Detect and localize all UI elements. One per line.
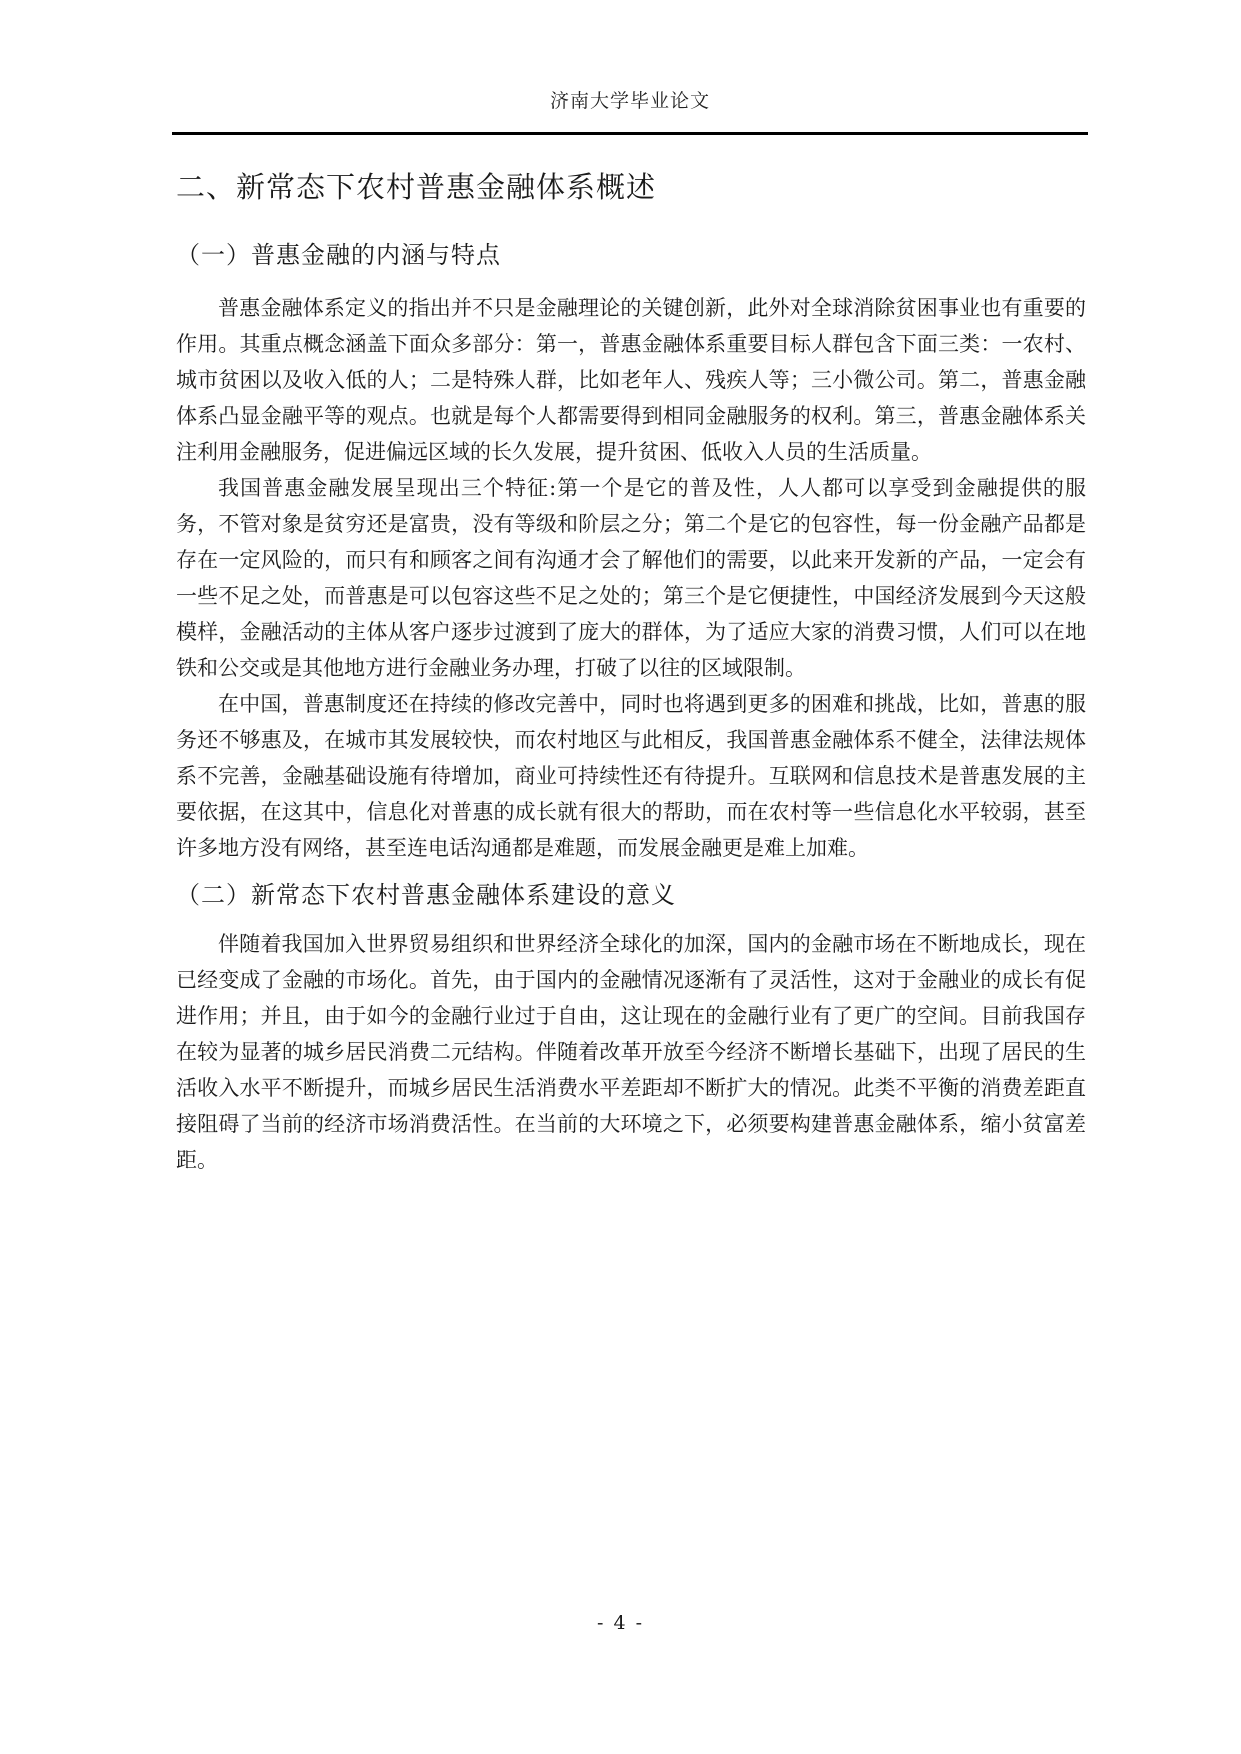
- paragraph: 我国普惠金融发展呈现出三个特征:第一个是它的普及性，人人都可以享受到金融提供的服务，不管对象是贫穷还是富贵，没有等级和阶层之分；第二个是它的包容性，每一份金融产品都是存在一定风险的，而只有和顾客之间有沟通才会了解他们的需要，以此来开发新的产品，一定会有一些不足之处，而普惠是可以包容这些不足之处的；第三个是它便捷性，中国经济发展到今天这般模样，金融活动的主体从客户逐步过渡到了庞大的群体，为了适应大家的消费习惯，人们可以在地铁和公交或是其他地方进行金融业务办理，打破了以往的区域限制。: [176, 476, 1086, 680]
- section-1-body: [176, 290, 1086, 866]
- chapter-title: 二、新常态下农村普惠金融体系概述: [176, 170, 657, 204]
- page-number: - 4 -: [596, 1612, 644, 1634]
- running-header: 济南大学毕业论文: [549, 90, 710, 112]
- section-title-2: （二）新常态下农村普惠金融体系建设的意义: [176, 881, 676, 909]
- section-2-body: [176, 926, 1086, 1178]
- section-title-1: （一）普惠金融的内涵与特点: [176, 241, 501, 269]
- page-body: [176, 156, 1086, 1178]
- paragraph: 在中国，普惠制度还在持续的修改完善中，同时也将遇到更多的困难和挑战，比如，普惠的服务还不够惠及，在城市其发展较快，而农村地区与此相反，我国普惠金融体系不健全，法律法规体系不完善，金融基础设施有待增加，商业可持续性还有待提升。互联网和信息技术是普惠发展的主要依据，在这其中，信息化对普惠的成长就有很大的帮助，而在农村等一些信息化水平较弱，甚至许多地方没有网络，甚至连电话沟通都是难题，而发展金融更是难上加难。: [176, 692, 1086, 860]
- paragraph: 伴随着我国加入世界贸易组织和世界经济全球化的加深，国内的金融市场在不断地成长，现在已经变成了金融的市场化。首先，由于国内的金融情况逐渐有了灵活性，这对于金融业的成长有促进作用；并且，由于如今的金融行业过于自由，这让现在的金融行业有了更广的空间。目前我国存在较为显著的城乡居民消费二元结构。伴随着改革开放至今经济不断增长基础下，出现了居民的生活收入水平不断提升，而城乡居民生活消费水平差距却不断扩大的情况。此类不平衡的消费差距直接阻碍了当前的经济市场消费活性。在当前的大环境之下，必须要构建普惠金融体系，缩小贫富差距。: [176, 932, 1086, 1172]
- paragraph: 普惠金融体系定义的指出并不只是金融理论的关键创新，此外对全球消除贫困事业也有重要的作用。其重点概念涵盖下面众多部分：第一，普惠金融体系重要目标人群包含下面三类：一农村、城市贫困以及收入低的人；二是特殊人群，比如老年人、残疾人等；三小微公司。第二，普惠金融体系凸显金融平等的观点。也就是每个人都需要得到相同金融服务的权利。第三，普惠金融体系关注利用金融服务，促进偏远区域的长久发展，提升贫困、低收入人员的生活质量。: [176, 296, 1086, 464]
- header-rule: [172, 132, 1088, 135]
